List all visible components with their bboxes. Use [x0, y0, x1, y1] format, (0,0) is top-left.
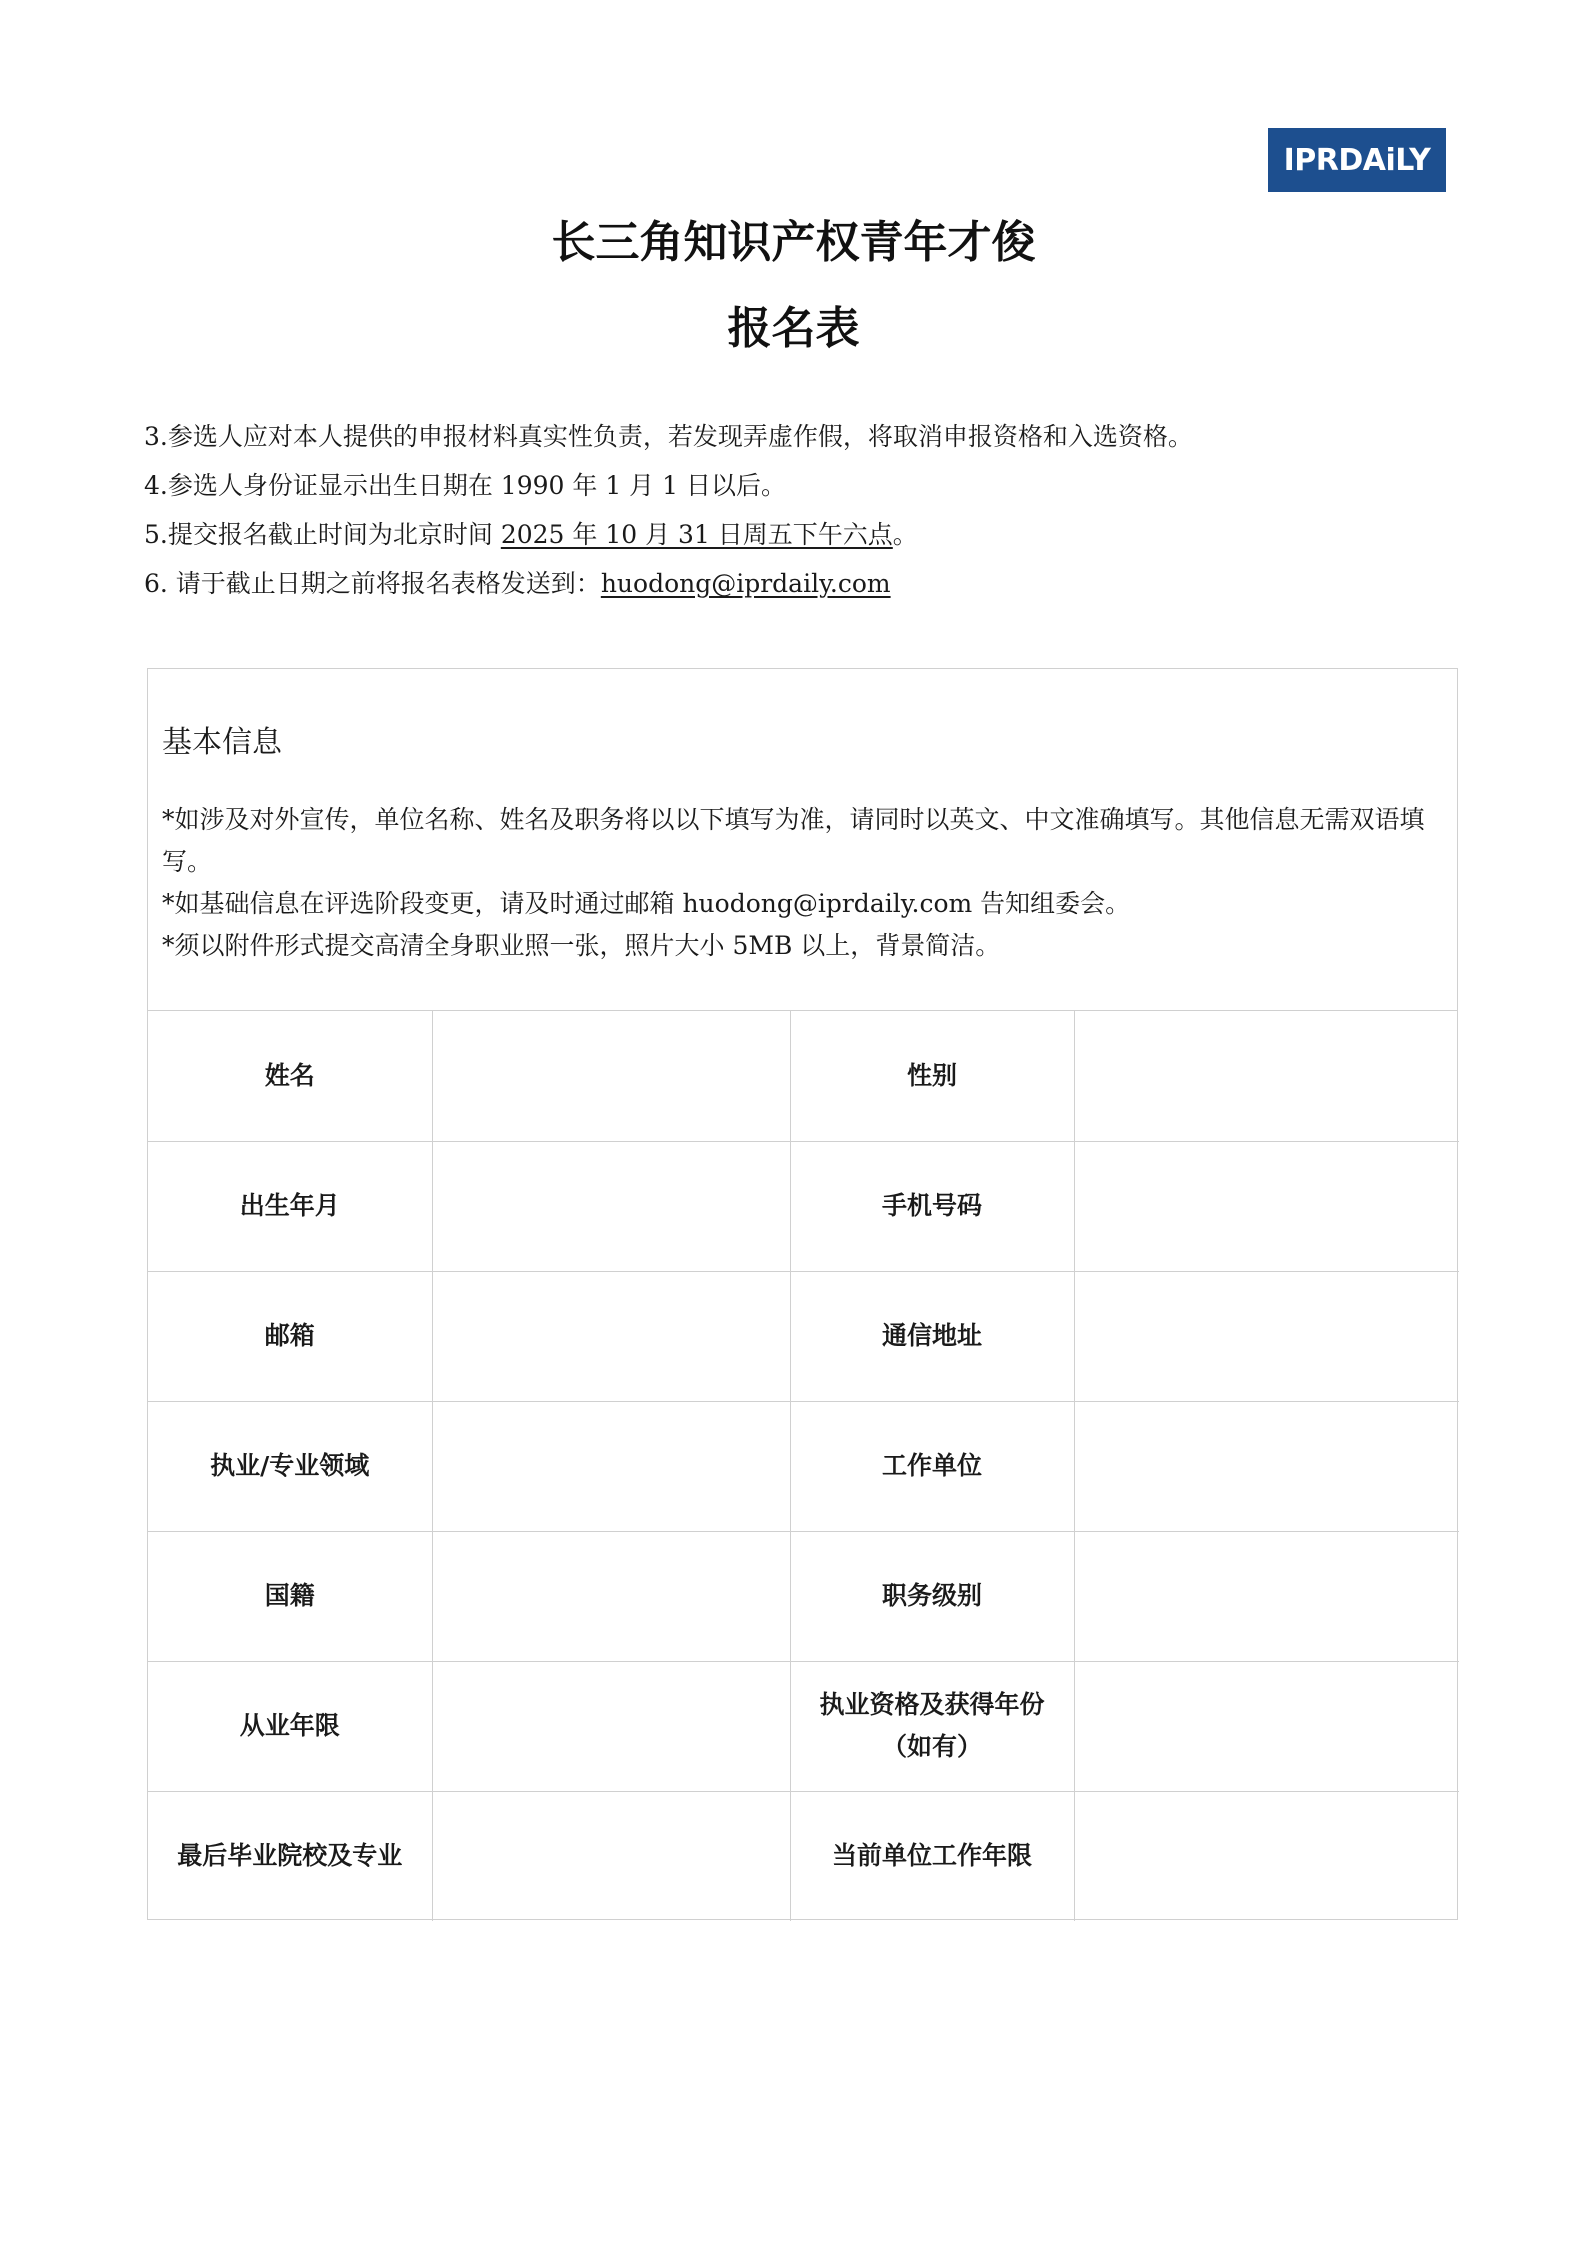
nationality-label: 国籍 [148, 1531, 432, 1661]
iprdaily-logo [1268, 128, 1446, 192]
name-label: 姓名 [148, 1011, 432, 1141]
years-experience-label: 从业年限 [148, 1661, 432, 1791]
job-level-label: 职务级别 [790, 1531, 1074, 1661]
nationality-value-cell[interactable] [432, 1531, 790, 1661]
birth-date-value-cell[interactable] [432, 1141, 790, 1271]
qualification-label-sub: （如有） [881, 1732, 982, 1761]
qualification-label [790, 1661, 1074, 1791]
logo-text: IPRDAiLY [1283, 142, 1431, 178]
graduate-school-label: 最后毕业院校及专业 [148, 1791, 432, 1921]
form-note-2: *如基础信息在评选阶段变更，请及时通过邮箱 huodong@iprdaily.com 告知组委会。 [162, 889, 1131, 918]
page-subtitle: 报名表 [727, 303, 860, 354]
note-4-number: 4. [144, 471, 168, 500]
years-experience-value-cell[interactable] [432, 1661, 790, 1791]
current-tenure-label: 当前单位工作年限 [790, 1791, 1074, 1921]
birth-date-label: 出生年月 [148, 1141, 432, 1271]
note-6-text: 请于截止日期之前将报名表格发送到： [167, 569, 601, 598]
note-6 [144, 559, 1444, 608]
practice-field-label: 执业/专业领域 [148, 1401, 432, 1531]
deadline-text: 2025 年 10 月 31 日周五下午六点 [500, 520, 893, 549]
email-value-cell[interactable] [432, 1271, 790, 1401]
form-note-3: *须以附件形式提交高清全身职业照一张，照片大小 5MB 以上，背景简洁。 [162, 931, 1001, 960]
graduate-school-value-cell[interactable] [432, 1791, 790, 1921]
current-tenure-value-cell[interactable] [1074, 1791, 1459, 1921]
info-table [148, 1011, 1459, 1921]
employer-value-cell[interactable] [1074, 1401, 1459, 1531]
qualification-value-cell[interactable] [1074, 1661, 1459, 1791]
table-row [148, 1531, 1459, 1661]
instruction-notes [144, 412, 1444, 608]
note-5-number: 5. [144, 520, 168, 549]
phone-label: 手机号码 [790, 1141, 1074, 1271]
note-6-number: 6. [144, 569, 168, 598]
table-row [148, 1791, 1459, 1921]
note-5 [144, 510, 1444, 559]
qualification-label-main: 执业资格及获得年份 [819, 1690, 1045, 1719]
job-level-value-cell[interactable] [1074, 1531, 1459, 1661]
table-row [148, 1401, 1459, 1531]
basic-info-section [148, 669, 1457, 1011]
table-row [148, 1141, 1459, 1271]
table-row [148, 1661, 1459, 1791]
registration-form [147, 668, 1458, 1920]
name-value-cell[interactable] [432, 1011, 790, 1141]
address-label: 通信地址 [790, 1271, 1074, 1401]
address-value-cell[interactable] [1074, 1271, 1459, 1401]
gender-value-cell[interactable] [1074, 1011, 1459, 1141]
note-5-suffix: 。 [892, 520, 918, 549]
email-label: 邮箱 [148, 1271, 432, 1401]
practice-field-value-cell[interactable] [432, 1401, 790, 1531]
table-row [148, 1011, 1459, 1141]
employer-label: 工作单位 [790, 1401, 1074, 1531]
email-link[interactable]: huodong@iprdaily.com [600, 569, 891, 598]
note-4-text: 参选人身份证显示出生日期在 1990 年 1 月 1 日以后。 [167, 471, 786, 500]
form-note-1: *如涉及对外宣传，单位名称、姓名及职务将以以下填写为准，请同时以英文、中文准确填写。其他信息无需双语填写。 [162, 805, 1425, 876]
section-title: 基本信息 [162, 725, 282, 760]
table-row [148, 1271, 1459, 1401]
phone-value-cell[interactable] [1074, 1141, 1459, 1271]
page-title: 长三角知识产权青年才俊 [551, 217, 1036, 268]
gender-label: 性别 [790, 1011, 1074, 1141]
note-3-number: 3. [144, 422, 168, 451]
note-3-text: 参选人应对本人提供的申报材料真实性负责，若发现弄虚作假，将取消申报资格和入选资格。 [167, 422, 1193, 451]
note-3 [144, 412, 1444, 461]
note-4 [144, 461, 1444, 510]
note-5-text: 提交报名截止时间为北京时间 [167, 520, 501, 549]
